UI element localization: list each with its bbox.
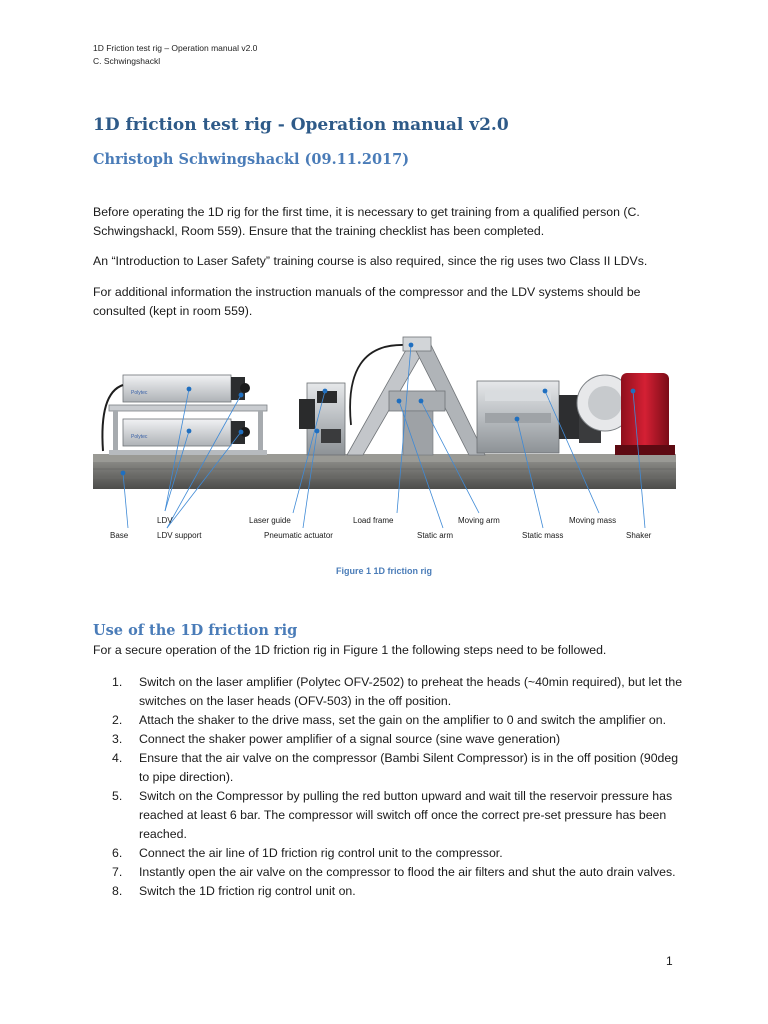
label-static-mass: Static mass	[522, 531, 564, 540]
intro-paragraph-manuals: For additional information the instruction manuals of the compressor and the LDV systems should be consulted (kept in room 559).	[93, 285, 641, 318]
label-moving-arm: Moving arm	[458, 516, 500, 525]
shaker	[577, 373, 675, 455]
step-number: 3.	[112, 732, 123, 746]
step-item	[93, 711, 683, 730]
step-item	[93, 844, 683, 863]
step-item	[93, 787, 683, 844]
ldv-brand-text: Polytec	[131, 390, 148, 396]
figure-friction-rig	[93, 333, 676, 546]
step-number: 7.	[112, 865, 123, 879]
ldv-brand-text: Polytec	[131, 434, 148, 440]
friction-rig-photo	[93, 333, 676, 546]
page-number: 1	[666, 954, 673, 968]
step-text: Switch on the Compressor by pulling the red button upward and wait till the reservoir pressure has reached at least 6 bar. The compressor will switch off once the correct pre-set pressure has been reached.	[139, 789, 673, 841]
step-text: Connect the shaker power amplifier of a signal source (sine wave generation)	[139, 732, 561, 746]
label-load-frame: Load frame	[353, 516, 394, 525]
step-number: 8.	[112, 884, 123, 898]
document-title: 1D friction test rig - Operation manual v2.0	[93, 115, 509, 135]
step-number: 2.	[112, 713, 123, 727]
step-text: Instantly open the air valve on the compressor to flood the air filters and shut the auto drain valves.	[139, 865, 676, 879]
running-header-title: 1D Friction test rig – Operation manual v2.0	[93, 43, 258, 53]
label-ldv-support: LDV support	[157, 531, 202, 540]
step-text: Switch the 1D friction rig control unit on.	[139, 884, 356, 898]
label-base: Base	[110, 531, 129, 540]
step-number: 6.	[112, 846, 123, 860]
step-text: Ensure that the air valve on the compressor (Bambi Silent Compressor) is in the off position (90deg to pipe direction).	[139, 751, 679, 784]
step-text: Switch on the laser amplifier (Polytec OFV-2502) to preheat the heads (~40min required), but let the switches on the laser heads (OFV-503) in the off position.	[139, 675, 683, 708]
label-ldv: LDV	[157, 516, 173, 525]
base-table	[93, 461, 676, 489]
step-item	[93, 882, 683, 901]
static-mass-block	[477, 381, 579, 453]
figure-caption: Figure 1 1D friction rig	[335, 566, 432, 576]
label-moving-mass: Moving mass	[569, 516, 617, 525]
section-heading: Use of the 1D friction rig	[93, 622, 298, 639]
label-pneumatic-actuator: Pneumatic actuator	[264, 531, 333, 540]
step-text: Connect the air line of 1D friction rig control unit to the compressor.	[139, 846, 503, 860]
ldv-upper	[123, 375, 250, 402]
section-lead: For a secure operation of the 1D friction rig in Figure 1 the following steps need to be followed.	[93, 643, 607, 657]
step-item	[93, 749, 683, 787]
step-number: 4.	[112, 751, 123, 765]
label-static-arm: Static arm	[417, 531, 454, 540]
step-number: 5.	[112, 789, 123, 803]
intro-paragraph-training: Before operating the 1D rig for the first time, it is necessary to get training from a qualified person (C. Schwingshackl, Room 559). Ensure that the training checklist has been completed.	[93, 205, 640, 238]
step-number: 1.	[112, 675, 123, 689]
label-shaker: Shaker	[626, 531, 652, 540]
step-text: Attach the shaker to the drive mass, set the gain on the amplifier to 0 and switch the amplifier on.	[139, 713, 666, 727]
steps-list	[93, 673, 683, 901]
figure-labels	[110, 516, 652, 540]
intro-paragraph-laser-safety: An “Introduction to Laser Safety” training course is also required, since the rig uses two Class II LDVs.	[93, 254, 648, 268]
running-header	[93, 42, 257, 68]
running-header-author: C. Schwingshackl	[93, 56, 161, 66]
step-item	[93, 730, 683, 749]
ldv-lower	[123, 419, 250, 446]
document-subtitle: Christoph Schwingshackl (09.11.2017)	[93, 151, 410, 168]
label-laser-guide: Laser guide	[249, 516, 291, 525]
rig-photograph	[93, 337, 676, 489]
step-item	[93, 673, 683, 711]
step-item	[93, 863, 683, 882]
